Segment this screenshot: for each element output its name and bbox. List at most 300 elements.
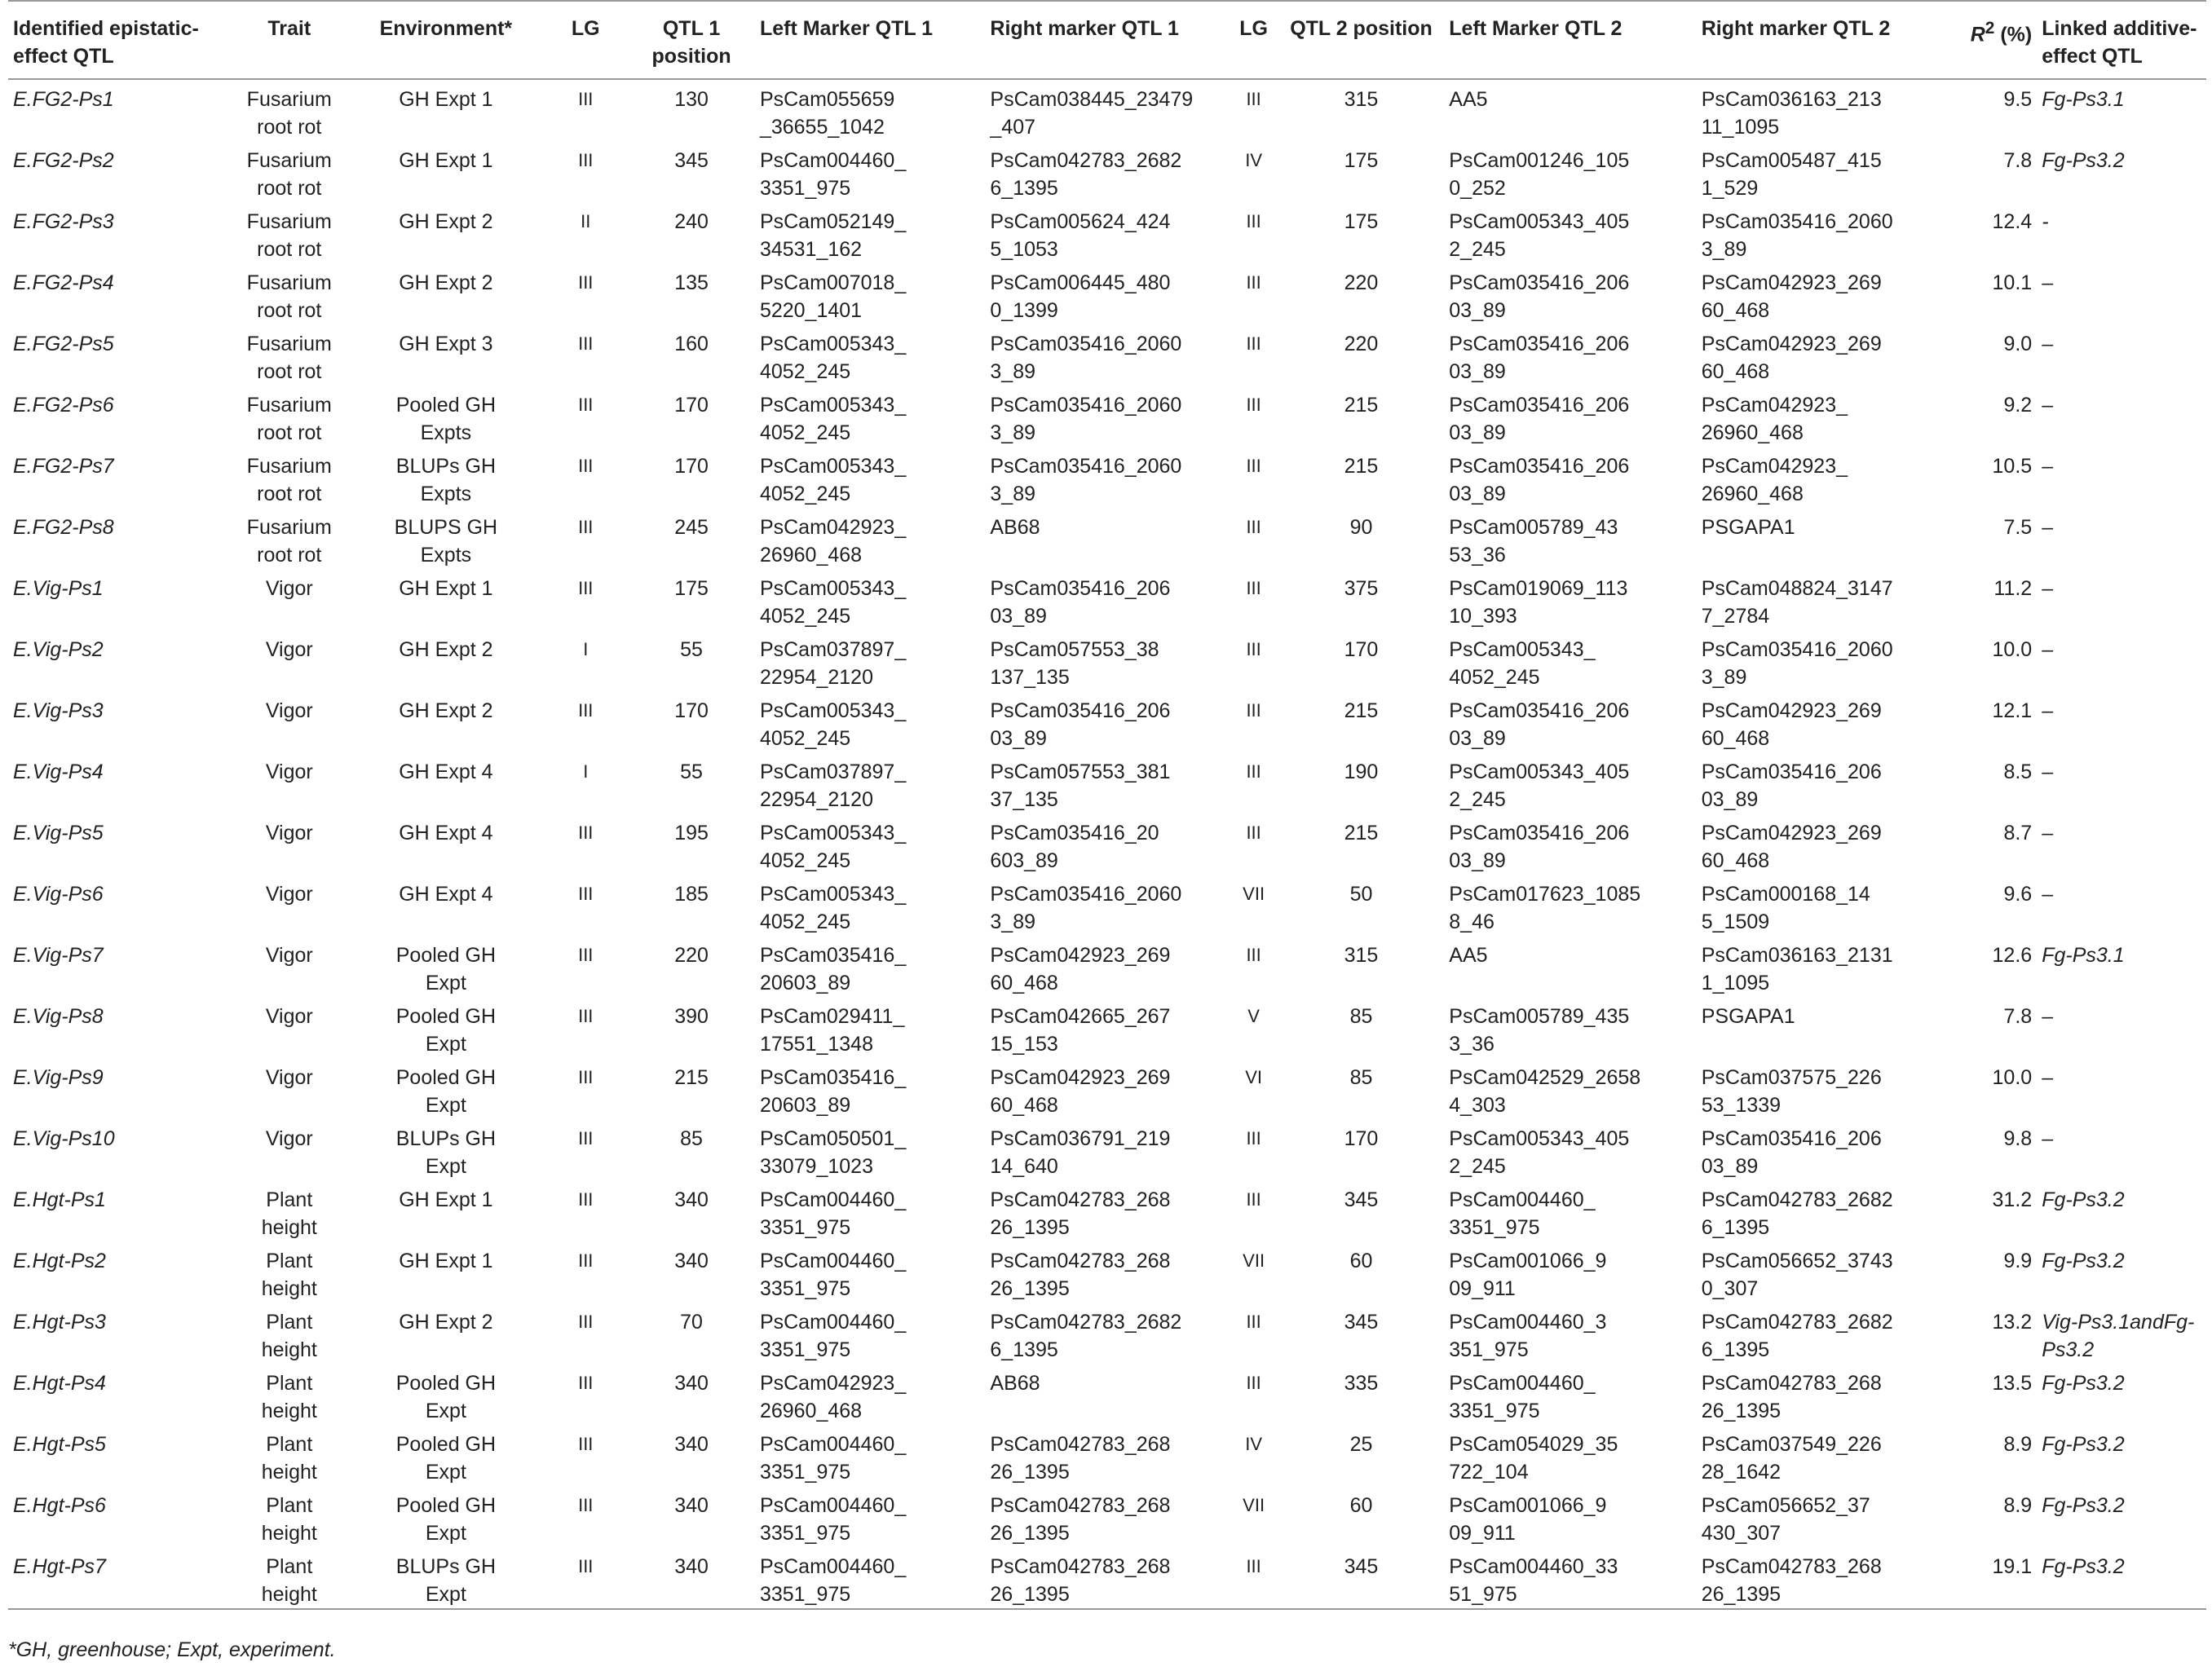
cell-lg2: V	[1247, 1006, 1260, 1026]
cell-lg1: III	[578, 395, 594, 415]
cell-qtl2-position: 335	[1344, 1372, 1379, 1395]
cell-environment: GH Expt 3	[399, 333, 493, 355]
cell-lg1: I	[583, 761, 589, 782]
cell-lg1: III	[578, 150, 594, 170]
cell-linked-qtl: –	[2042, 822, 2054, 844]
cell-linked-qtl: –	[2042, 1066, 2054, 1089]
cell-environment: GH Expt 1	[399, 577, 493, 600]
cell-qtl-id: E.Vig-Ps5	[13, 822, 104, 844]
cell-right-marker-qtl2: PsCam042923_269 60_468	[1701, 333, 1882, 383]
cell-lg1: III	[578, 1067, 594, 1087]
cell-right-marker-qtl2: PsCam035416_2060 3_89	[1701, 638, 1893, 689]
header-left-marker-qtl1: Left Marker QTL 1	[755, 1, 985, 79]
cell-lg2: III	[1246, 1128, 1261, 1149]
cell-left-marker-qtl1: PsCam042923_ 26960_468	[759, 516, 907, 567]
table-row	[8, 508, 2206, 569]
cell-left-marker-qtl1: PsCam007018_ 5220_1401	[759, 271, 907, 322]
cell-right-marker-qtl2: PsCam037575_226 53_1339	[1701, 1066, 1882, 1117]
cell-qtl1-position: 170	[674, 699, 709, 722]
cell-left-marker-qtl2: PsCam035416_206 03_89	[1449, 333, 1630, 383]
cell-qtl1-position: 195	[674, 822, 709, 844]
cell-left-marker-qtl1: PsCam055659 _36655_1042	[759, 88, 895, 139]
cell-qtl2-position: 315	[1344, 88, 1379, 111]
cell-environment: GH Expt 2	[399, 699, 493, 722]
cell-left-marker-qtl1: PsCam005343_ 4052_245	[759, 822, 907, 872]
cell-linked-qtl: Vig-Ps3.1andFg- Ps3.2	[2042, 1311, 2195, 1361]
cell-right-marker-qtl2: PsCam056652_37 430_307	[1701, 1494, 1870, 1545]
cell-qtl1-position: 240	[674, 210, 709, 233]
cell-r2: 9.5	[2003, 88, 2033, 111]
cell-qtl-id: E.FG2-Ps3	[13, 210, 114, 233]
cell-environment: GH Expt 2	[399, 271, 493, 294]
cell-qtl-id: E.Vig-Ps10	[13, 1127, 115, 1150]
header-qtl1-position: QTL 1 position	[628, 1, 755, 79]
cell-left-marker-qtl2: PsCam035416_206 03_89	[1449, 455, 1630, 505]
cell-linked-qtl: Fg-Ps3.2	[2042, 149, 2125, 172]
cell-left-marker-qtl1: PsCam005343_ 4052_245	[759, 455, 907, 505]
cell-qtl2-position: 315	[1344, 944, 1379, 967]
cell-r2: 12.4	[1992, 210, 2033, 233]
cell-qtl1-position: 135	[674, 271, 709, 294]
cell-environment: GH Expt 4	[399, 761, 493, 783]
cell-right-marker-qtl2: PsCam042783_268 26_1395	[1697, 1547, 1932, 1609]
cell-qtl-id: E.FG2-Ps2	[13, 149, 114, 172]
cell-r2: 9.2	[2003, 394, 2033, 417]
cell-r2: 31.2	[1992, 1188, 2033, 1211]
header-linked-qtl: Linked additive-effect QTL	[2037, 1, 2206, 79]
cell-left-marker-qtl2: PsCam005343_405 2_245	[1449, 1127, 1630, 1178]
table-row	[8, 936, 2206, 997]
cell-right-marker-qtl2: PsCam048824_3147 7_2784	[1701, 577, 1893, 628]
cell-r2: 7.5	[2003, 516, 2033, 539]
cell-qtl-id: E.FG2-Ps4	[13, 271, 114, 294]
cell-left-marker-qtl2: PsCam017623_1085 8_46	[1449, 883, 1641, 933]
cell-r2: 10.1	[1992, 271, 2033, 294]
cell-linked-qtl: –	[2042, 699, 2054, 722]
cell-environment: GH Expt 1	[399, 149, 493, 172]
cell-qtl-id: E.FG2-Ps1	[13, 88, 114, 111]
cell-qtl2-position: 60	[1349, 1494, 1373, 1517]
cell-lg1: III	[578, 1495, 594, 1515]
cell-right-marker-qtl1: PsCam035416_2060 3_89	[990, 394, 1182, 444]
cell-lg2: III	[1246, 456, 1261, 476]
cell-qtl1-position: 220	[674, 944, 709, 967]
cell-qtl-id: E.Hgt-Ps4	[13, 1372, 106, 1395]
cell-r2: 11.2	[1993, 577, 2033, 600]
cell-qtl2-position: 25	[1349, 1433, 1373, 1456]
cell-right-marker-qtl1: PsCam057553_38 137_135	[990, 638, 1159, 689]
cell-right-marker-qtl1: PsCam042783_2682 6_1395	[990, 149, 1182, 200]
table-row	[8, 1119, 2206, 1180]
header-id: Identified epistatic-effect QTL	[8, 1, 230, 79]
cell-linked-qtl: –	[2042, 1005, 2054, 1028]
cell-left-marker-qtl1: PsCam004460_ 3351_975	[759, 1494, 907, 1545]
table-body	[8, 79, 2206, 1609]
cell-qtl1-position: 340	[628, 1547, 755, 1609]
header-r2-base: R	[1970, 23, 1985, 46]
table-row	[8, 1486, 2206, 1547]
cell-right-marker-qtl1: PsCam042783_268 26_1395	[990, 1494, 1171, 1545]
cell-qtl2-position: 60	[1349, 1250, 1373, 1272]
cell-trait: Fusarium root rot	[246, 88, 332, 139]
cell-right-marker-qtl2: PSGAPA1	[1701, 1005, 1795, 1028]
cell-qtl1-position: 55	[680, 761, 703, 783]
header-trait: Trait	[230, 1, 348, 79]
header-r2	[1932, 1, 2037, 79]
cell-lg1: III	[578, 578, 594, 598]
cell-qtl2-position: 50	[1349, 883, 1373, 906]
cell-environment: GH Expt 1	[399, 88, 493, 111]
cell-right-marker-qtl1: PsCam005624_424 5_1053	[990, 210, 1171, 261]
cell-qtl2-position: 220	[1344, 271, 1379, 294]
cell-left-marker-qtl1: PsCam005343_ 4052_245	[759, 699, 907, 750]
table-row	[8, 813, 2206, 875]
cell-right-marker-qtl1: PsCam035416_20 603_89	[990, 822, 1159, 872]
cell-qtl-id: E.FG2-Ps6	[13, 394, 114, 417]
cell-linked-qtl: –	[2042, 577, 2054, 600]
cell-lg2: III	[1246, 945, 1261, 965]
cell-right-marker-qtl1: PsCam042783_268 26_1395	[985, 1547, 1229, 1609]
header-qtl2-position: QTL 2 position	[1278, 1, 1445, 79]
cell-qtl2-position: 190	[1344, 761, 1379, 783]
cell-qtl1-position: 55	[680, 638, 703, 661]
cell-qtl1-position: 170	[674, 455, 709, 478]
cell-trait: Vigor	[265, 1127, 313, 1150]
cell-qtl-id: E.Hgt-Ps2	[13, 1250, 106, 1272]
cell-qtl2-position: 215	[1344, 699, 1379, 722]
cell-qtl1-position: 340	[674, 1250, 709, 1272]
cell-right-marker-qtl2: PsCam036163_2131 1_1095	[1701, 944, 1893, 994]
cell-right-marker-qtl1: PsCam042783_2682 6_1395	[990, 1311, 1182, 1361]
cell-qtl-id: E.Vig-Ps3	[13, 699, 104, 722]
table-row	[8, 263, 2206, 324]
cell-right-marker-qtl2: PsCam036163_213 11_1095	[1701, 88, 1882, 139]
cell-linked-qtl: Fg-Ps3.2	[2042, 1372, 2125, 1395]
cell-r2: 7.8	[2003, 149, 2033, 172]
cell-r2: 8.9	[2003, 1433, 2033, 1456]
cell-lg2: III	[1246, 517, 1261, 537]
cell-qtl2-position: 85	[1349, 1005, 1373, 1028]
cell-right-marker-qtl2: PsCam042783_2682 6_1395	[1701, 1188, 1893, 1239]
cell-trait: Fusarium root rot	[246, 149, 332, 200]
cell-qtl1-position: 70	[680, 1311, 703, 1334]
cell-trait: Fusarium root rot	[246, 210, 332, 261]
cell-trait: Plant height	[261, 1311, 317, 1361]
header-lg1: LG	[543, 1, 628, 79]
cell-environment: BLUPS GH Expts	[394, 516, 498, 567]
cell-linked-qtl: Fg-Ps3.2	[2042, 1433, 2125, 1456]
header-environment: Environment*	[348, 1, 543, 79]
cell-trait: Vigor	[265, 761, 313, 783]
cell-qtl-id: E.Vig-Ps8	[13, 1005, 104, 1028]
table-row	[8, 324, 2206, 386]
cell-left-marker-qtl2: PsCam005789_43 53_36	[1449, 516, 1618, 567]
cell-left-marker-qtl1: PsCam004460_ 3351_975	[759, 1188, 907, 1239]
cell-right-marker-qtl2: PsCam056652_3743 0_307	[1701, 1250, 1893, 1300]
table-row	[8, 569, 2206, 630]
cell-linked-qtl: Fg-Ps3.2	[2042, 1494, 2125, 1517]
cell-qtl2-position: 345	[1344, 1188, 1379, 1211]
cell-qtl-id: E.Hgt-Ps3	[13, 1311, 106, 1334]
cell-left-marker-qtl2: PsCam054029_35 722_104	[1449, 1433, 1618, 1484]
table-row	[8, 1180, 2206, 1241]
cell-left-marker-qtl1: PsCam005343_ 4052_245	[759, 333, 907, 383]
cell-qtl2-position: 215	[1344, 455, 1379, 478]
cell-r2: 9.6	[2003, 883, 2033, 906]
cell-r2: 10.0	[1992, 1066, 2033, 1089]
cell-r2: 8.5	[2003, 761, 2033, 783]
cell-lg2: III	[1246, 761, 1261, 782]
cell-linked-qtl: –	[2042, 638, 2054, 661]
cell-trait: Plant height	[261, 1494, 317, 1545]
cell-environment: Pooled GH Expt	[395, 1372, 497, 1422]
cell-lg1: III	[578, 1006, 594, 1026]
cell-right-marker-qtl2: PsCam042783_268 26_1395	[1701, 1372, 1882, 1422]
cell-linked-qtl: –	[2042, 516, 2054, 539]
cell-trait: Vigor	[265, 699, 313, 722]
cell-qtl-id: E.FG2-Ps8	[13, 516, 114, 539]
cell-qtl1-position: 340	[674, 1494, 709, 1517]
cell-qtl1-position: 245	[674, 516, 709, 539]
cell-qtl-id: E.Vig-Ps9	[13, 1066, 104, 1089]
cell-left-marker-qtl1: PsCam052149_ 34531_162	[759, 210, 907, 261]
cell-left-marker-qtl2: AA5	[1449, 944, 1488, 967]
cell-left-marker-qtl2: PsCam004460_ 3351_975	[1449, 1188, 1596, 1239]
cell-linked-qtl: –	[2042, 455, 2054, 478]
cell-lg1: III	[578, 456, 594, 476]
cell-left-marker-qtl1: PsCam005343_ 4052_245	[759, 394, 907, 444]
header-right-marker-qtl2: Right marker QTL 2	[1697, 1, 1932, 79]
cell-right-marker-qtl2: PsCam042923_ 26960_468	[1701, 394, 1848, 444]
cell-left-marker-qtl1: PsCam037897_ 22954_2120	[759, 761, 907, 811]
cell-left-marker-qtl2: PsCam001066_9 09_911	[1449, 1494, 1607, 1545]
cell-lg1: III	[543, 1547, 628, 1609]
cell-qtl1-position: 170	[674, 394, 709, 417]
table-row	[8, 79, 2206, 141]
table-row	[8, 1303, 2206, 1364]
cell-left-marker-qtl1: PsCam004460_ 3351_975	[755, 1547, 985, 1609]
cell-lg2: III	[1246, 700, 1261, 721]
cell-qtl2-position: 220	[1344, 333, 1379, 355]
cell-lg1: III	[578, 333, 594, 354]
cell-left-marker-qtl2: PsCam004460_33 51_975	[1444, 1547, 1696, 1609]
cell-right-marker-qtl1: PsCam035416_2060 3_89	[990, 333, 1182, 383]
cell-right-marker-qtl1: PsCam036791_219 14_640	[990, 1127, 1171, 1178]
cell-qtl2-position: 345	[1278, 1547, 1445, 1609]
cell-left-marker-qtl2: PsCam001066_9 09_911	[1449, 1250, 1607, 1300]
cell-lg2: IV	[1245, 150, 1262, 170]
cell-environment: Pooled GH Expt	[395, 944, 497, 994]
cell-right-marker-qtl2: PsCam042783_2682 6_1395	[1701, 1311, 1893, 1361]
header-row	[8, 1, 2206, 79]
table-row	[8, 752, 2206, 813]
cell-left-marker-qtl2: PsCam005343_405 2_245	[1449, 761, 1630, 811]
header-right-marker-qtl1: Right marker QTL 1	[985, 1, 1229, 79]
cell-lg2: III	[1246, 333, 1261, 354]
cell-right-marker-qtl2: PsCam035416_2060 3_89	[1701, 210, 1893, 261]
cell-left-marker-qtl2: PsCam005789_435 3_36	[1449, 1005, 1630, 1056]
cell-r2: 8.9	[2003, 1494, 2033, 1517]
cell-environment: GH Expt 1	[399, 1188, 493, 1211]
cell-right-marker-qtl1: PsCam042783_268 26_1395	[990, 1250, 1171, 1300]
cell-environment: Pooled GH Expt	[395, 1433, 497, 1484]
cell-left-marker-qtl2: PsCam005343_405 2_245	[1449, 210, 1630, 261]
cell-trait: Vigor	[265, 883, 313, 906]
cell-left-marker-qtl2: PsCam004460_ 3351_975	[1449, 1372, 1596, 1422]
cell-left-marker-qtl1: PsCam005343_ 4052_245	[759, 577, 907, 628]
cell-lg1: III	[578, 945, 594, 965]
cell-left-marker-qtl2: AA5	[1449, 88, 1488, 111]
cell-trait: Fusarium root rot	[246, 271, 332, 322]
cell-right-marker-qtl1: PsCam042665_267 15_153	[990, 1005, 1171, 1056]
cell-environment: Pooled GH Expt	[395, 1494, 497, 1545]
table-header	[8, 1, 2206, 79]
cell-lg2: IV	[1245, 1434, 1262, 1454]
cell-right-marker-qtl2: PsCam035416_206 03_89	[1701, 1127, 1882, 1178]
cell-lg2: III	[1246, 1189, 1261, 1210]
table-row	[8, 1425, 2206, 1486]
cell-environment: GH Expt 4	[399, 822, 493, 844]
table-row	[8, 1364, 2206, 1425]
cell-left-marker-qtl1: PsCam050501_ 33079_1023	[759, 1127, 907, 1178]
cell-left-marker-qtl1: PsCam035416_ 20603_89	[759, 1066, 907, 1117]
cell-qtl2-position: 175	[1344, 149, 1379, 172]
cell-trait: Plant height	[261, 1433, 317, 1484]
cell-qtl1-position: 160	[674, 333, 709, 355]
cell-right-marker-qtl1: PsCam035416_206 03_89	[990, 577, 1171, 628]
cell-lg1: III	[578, 1312, 594, 1332]
cell-linked-qtl: Fg-Ps3.2	[2042, 1188, 2125, 1211]
cell-linked-qtl: -	[2042, 210, 2049, 233]
cell-trait: Vigor	[265, 1005, 313, 1028]
table-row	[8, 141, 2206, 202]
cell-qtl-id: E.Vig-Ps4	[13, 761, 104, 783]
cell-right-marker-qtl1: PsCam035416_2060 3_89	[990, 883, 1182, 933]
cell-trait: Vigor	[265, 822, 313, 844]
cell-right-marker-qtl2: PsCam005487_415 1_529	[1701, 149, 1882, 200]
cell-left-marker-qtl2: PsCam035416_206 03_89	[1449, 271, 1630, 322]
cell-right-marker-qtl1: AB68	[990, 516, 1040, 539]
cell-lg2: VI	[1245, 1067, 1262, 1087]
cell-lg1: III	[578, 822, 594, 843]
cell-lg2: III	[1246, 272, 1261, 293]
cell-right-marker-qtl2: PsCam042923_269 60_468	[1701, 822, 1882, 872]
cell-qtl1-position: 215	[674, 1066, 709, 1089]
cell-qtl-id: E.Hgt-Ps5	[13, 1433, 106, 1456]
cell-lg1: III	[578, 1189, 594, 1210]
cell-trait: Fusarium root rot	[246, 516, 332, 567]
cell-lg2: III	[1246, 578, 1261, 598]
cell-qtl-id: E.Vig-Ps7	[13, 944, 104, 967]
cell-linked-qtl: Fg-Ps3.1	[2042, 88, 2125, 111]
cell-linked-qtl: –	[2042, 333, 2054, 355]
cell-r2: 13.5	[1992, 1372, 2033, 1395]
cell-qtl1-position: 340	[674, 1372, 709, 1395]
table-row	[8, 691, 2206, 752]
cell-lg2: VII	[1243, 1250, 1265, 1271]
cell-trait: Vigor	[265, 944, 313, 967]
table-row	[8, 875, 2206, 936]
cell-qtl2-position: 170	[1344, 638, 1379, 661]
cell-left-marker-qtl1: PsCam037897_ 22954_2120	[759, 638, 907, 689]
cell-left-marker-qtl1: PsCam004460_ 3351_975	[759, 149, 907, 200]
cell-left-marker-qtl1: PsCam004460_ 3351_975	[759, 1311, 907, 1361]
cell-lg1: III	[578, 700, 594, 721]
cell-r2: 12.1	[1992, 699, 2033, 722]
cell-left-marker-qtl2: PsCam004460_3 351_975	[1449, 1311, 1607, 1361]
cell-lg2: III	[1246, 1373, 1261, 1393]
header-left-marker-qtl2: Left Marker QTL 2	[1444, 1, 1696, 79]
cell-linked-qtl: Fg-Ps3.2	[2037, 1547, 2206, 1609]
cell-lg2: III	[1246, 822, 1261, 843]
header-r2-sup: 2	[1985, 19, 1995, 37]
cell-right-marker-qtl1: PsCam042923_269 60_468	[990, 1066, 1171, 1117]
cell-environment: BLUPs GH Expt	[348, 1547, 543, 1609]
cell-trait: Vigor	[265, 577, 313, 600]
cell-lg1: III	[578, 517, 594, 537]
cell-right-marker-qtl2: PsCam042923_269 60_468	[1701, 699, 1882, 750]
cell-linked-qtl: –	[2042, 1127, 2054, 1150]
cell-qtl2-position: 175	[1344, 210, 1379, 233]
cell-linked-qtl: Fg-Ps3.2	[2042, 1250, 2125, 1272]
cell-lg1: I	[583, 639, 589, 659]
cell-right-marker-qtl1: AB68	[990, 1372, 1040, 1395]
cell-trait: Vigor	[265, 1066, 313, 1089]
cell-r2: 9.9	[2003, 1250, 2033, 1272]
cell-qtl-id: E.Hgt-Ps7	[8, 1547, 230, 1609]
cell-left-marker-qtl2: PsCam001246_105 0_252	[1449, 149, 1630, 200]
cell-environment: GH Expt 2	[399, 1311, 493, 1334]
cell-right-marker-qtl1: PsCam042783_268 26_1395	[990, 1433, 1171, 1484]
cell-environment: Pooled GH Expt	[395, 1066, 497, 1117]
cell-qtl-id: E.Hgt-Ps6	[13, 1494, 106, 1517]
cell-environment: GH Expt 2	[399, 210, 493, 233]
cell-linked-qtl: –	[2042, 761, 2054, 783]
cell-right-marker-qtl2: PSGAPA1	[1701, 516, 1795, 539]
cell-qtl1-position: 390	[674, 1005, 709, 1028]
cell-right-marker-qtl1: PsCam035416_206 03_89	[990, 699, 1171, 750]
cell-right-marker-qtl1: PsCam035416_2060 3_89	[990, 455, 1182, 505]
cell-lg1: III	[578, 1373, 594, 1393]
cell-lg1: III	[578, 89, 594, 109]
cell-lg1: III	[578, 1250, 594, 1271]
cell-lg2: III	[1246, 639, 1261, 659]
cell-trait: Plant height	[261, 1250, 317, 1300]
cell-right-marker-qtl2: PsCam037549_226 28_1642	[1701, 1433, 1882, 1484]
cell-environment: Pooled GH Expts	[395, 394, 497, 444]
table-row	[8, 1058, 2206, 1119]
cell-left-marker-qtl2: PsCam019069_113 10_393	[1449, 577, 1628, 628]
cell-left-marker-qtl1: PsCam042923_ 26960_468	[759, 1372, 907, 1422]
cell-r2: 13.2	[1992, 1311, 2033, 1334]
cell-qtl2-position: 345	[1344, 1311, 1379, 1334]
cell-left-marker-qtl2: PsCam035416_206 03_89	[1449, 822, 1630, 872]
cell-left-marker-qtl1: PsCam029411_ 17551_1348	[759, 1005, 905, 1056]
cell-qtl2-position: 90	[1349, 516, 1373, 539]
cell-qtl1-position: 85	[680, 1127, 703, 1150]
table-row	[8, 997, 2206, 1058]
cell-environment: GH Expt 4	[399, 883, 493, 906]
cell-r2: 19.1	[1932, 1547, 2037, 1609]
cell-environment: Pooled GH Expt	[395, 1005, 497, 1056]
table-row	[8, 630, 2206, 691]
cell-lg2: III	[1246, 89, 1261, 109]
cell-lg1: III	[578, 1128, 594, 1149]
cell-lg2: VII	[1243, 884, 1265, 904]
cell-trait: Fusarium root rot	[246, 455, 332, 505]
cell-trait: Plant height	[230, 1547, 348, 1609]
cell-qtl-id: E.Hgt-Ps1	[13, 1188, 106, 1211]
